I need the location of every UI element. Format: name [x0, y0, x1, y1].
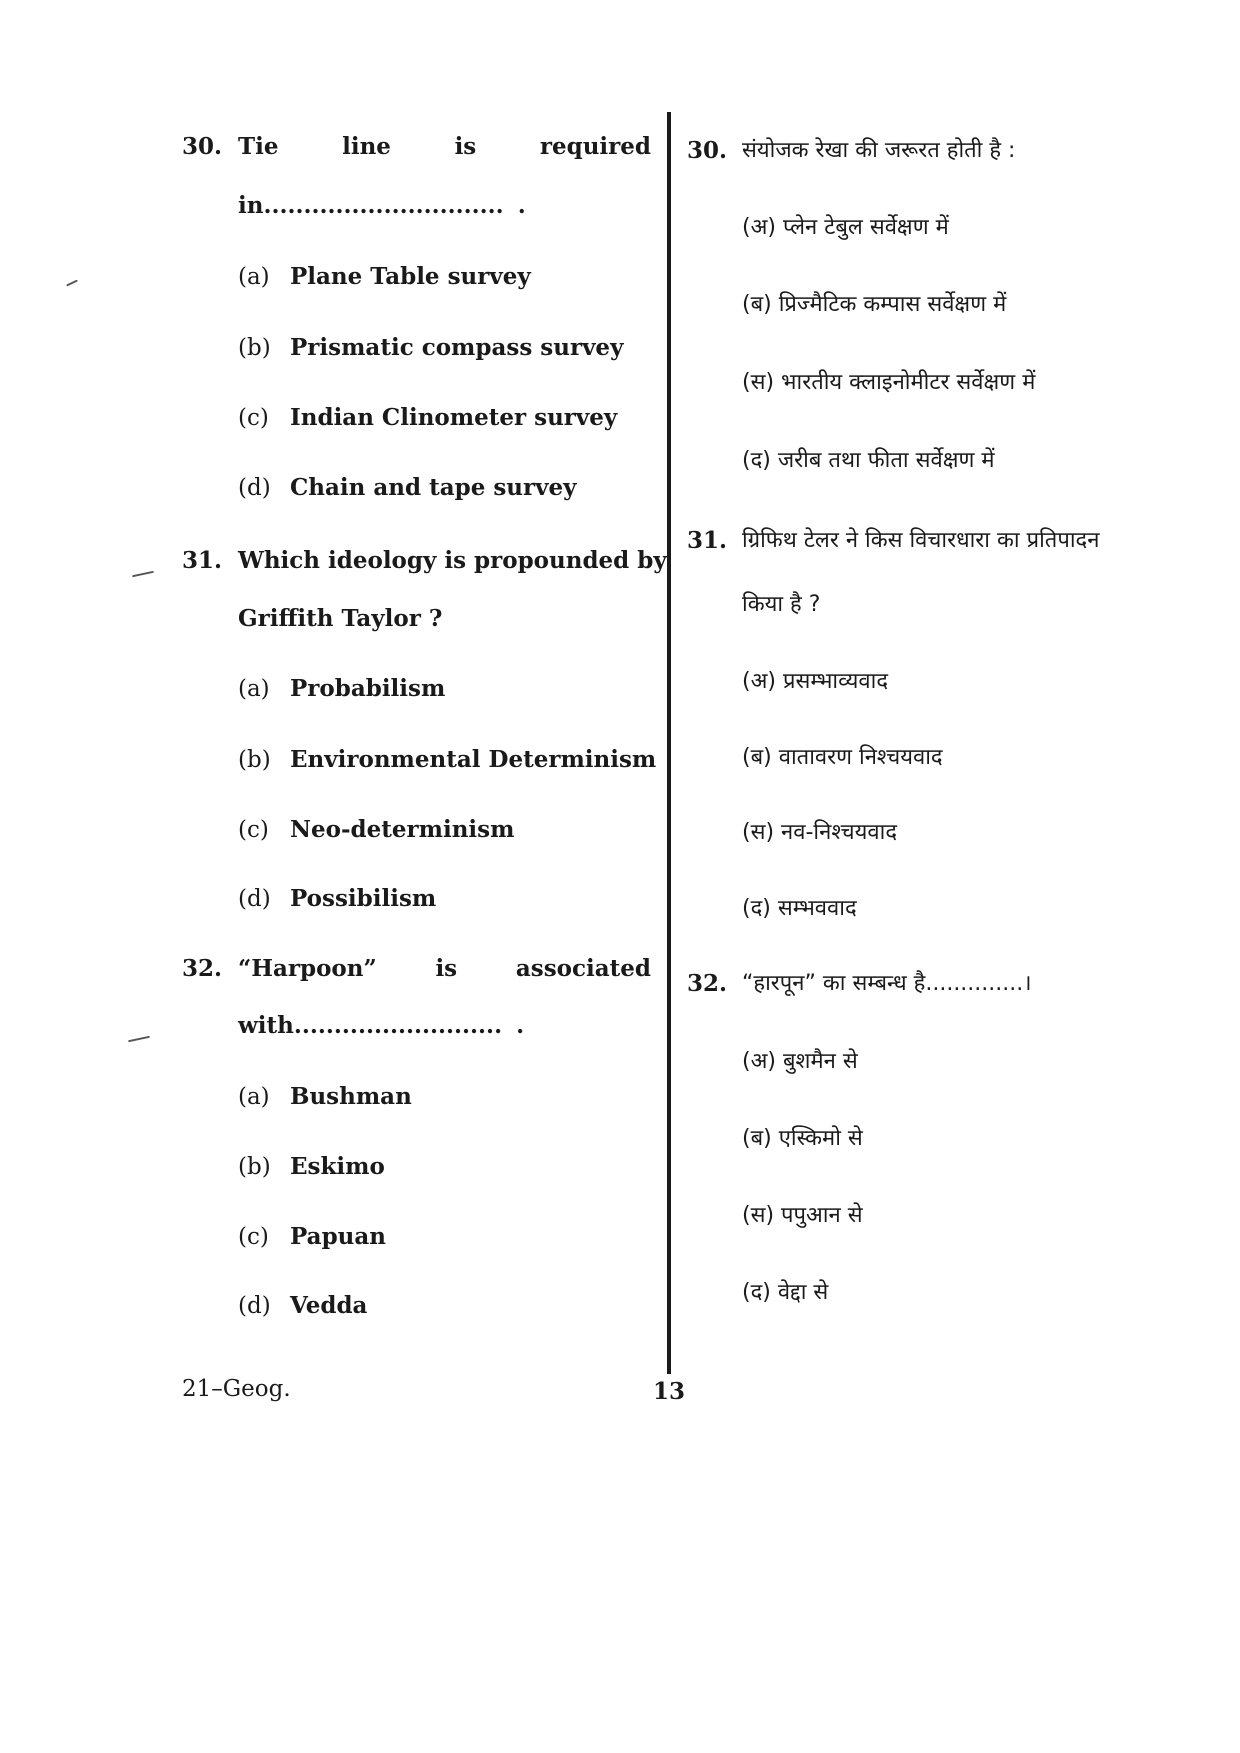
- option-text: Environmental Determinism: [290, 746, 657, 773]
- q32-stem-line1: [238, 955, 651, 982]
- option-text: Vedda: [290, 1292, 368, 1319]
- option-label: (d): [238, 1293, 271, 1319]
- hi-q31-option-c: (स) नव-निश्चयवाद: [742, 820, 898, 845]
- q32-stem-end: .: [516, 1012, 525, 1039]
- q32-word: “Harpoon”: [238, 955, 377, 982]
- q31-option-d: [238, 885, 436, 912]
- option-text: Prismatic compass survey: [290, 334, 624, 361]
- hi-q30-option-d: (द) जरीब तथा फीता सर्वेक्षण में: [742, 448, 995, 473]
- q31-option-b: [238, 746, 656, 773]
- column-divider: [667, 112, 671, 1374]
- scan-mark: [132, 571, 154, 578]
- option-text: Eskimo: [290, 1153, 385, 1180]
- option-label: (b): [238, 747, 271, 773]
- q31-number: 31.: [182, 547, 223, 574]
- option-label: (a): [238, 1084, 270, 1110]
- option-text: Probabilism: [290, 675, 446, 702]
- hi-q31-number: 31.: [687, 527, 728, 554]
- option-text: Possibilism: [290, 885, 437, 912]
- hi-q30-option-b: (ब) प्रिज्मैटिक कम्पास सर्वेक्षण में: [742, 292, 1007, 317]
- q30-stem-blank: in..............................: [238, 192, 504, 219]
- option-label: (b): [238, 335, 271, 361]
- option-label: (d): [238, 886, 271, 912]
- hi-q32-option-d: (द) वेद्दा से: [742, 1280, 829, 1305]
- q30-word: line: [342, 133, 391, 160]
- option-label: (a): [238, 676, 270, 702]
- option-label: (c): [238, 405, 269, 431]
- q32-stem-blank: with..........................: [238, 1012, 503, 1039]
- q32-number: 32.: [182, 955, 223, 982]
- q32-option-a: [238, 1083, 412, 1110]
- q30-word: is: [454, 133, 477, 160]
- option-label: (a): [238, 264, 270, 290]
- hi-q32-option-c: (स) पपुआन से: [742, 1203, 863, 1228]
- hi-q32-number: 32.: [687, 970, 728, 997]
- q32-word: is: [435, 955, 458, 982]
- hi-q31-stem-line1: ग्रिफिथ टेलर ने किस विचारधारा का प्रतिपादन: [742, 528, 1100, 553]
- option-label: (b): [238, 1154, 271, 1180]
- option-text: Papuan: [290, 1223, 387, 1250]
- hi-q30-stem: संयोजक रेखा की जरूरत होती है :: [742, 138, 1016, 163]
- scan-mark: [128, 1036, 150, 1043]
- hi-q31-option-d: (द) सम्भववाद: [742, 896, 857, 921]
- q30-stem-end: .: [517, 192, 526, 219]
- hi-q31-stem-line2: किया है ?: [742, 592, 821, 617]
- option-label: (c): [238, 1224, 269, 1250]
- hi-q32-option-b: (ब) एस्किमो से: [742, 1126, 863, 1151]
- q30-option-c: [238, 404, 617, 431]
- q30-stem-line2: [238, 192, 526, 219]
- scan-mark: [66, 280, 78, 287]
- q32-option-c: [238, 1223, 386, 1250]
- q31-stem-line2: Griffith Taylor ?: [238, 605, 443, 632]
- page-number: 13: [653, 1378, 686, 1405]
- footer-subject-code: 21–Geog.: [182, 1376, 291, 1402]
- hi-q31-option-a: (अ) प्रसम्भाव्यवाद: [742, 669, 889, 694]
- q32-option-b: [238, 1153, 385, 1180]
- option-text: Chain and tape survey: [290, 474, 577, 501]
- hi-q31-option-b: (ब) वातावरण निश्चयवाद: [742, 745, 943, 770]
- option-text: Neo-determinism: [290, 816, 515, 843]
- q30-stem-line1: [238, 133, 651, 160]
- q32-option-d: [238, 1292, 367, 1319]
- q30-word: required: [539, 133, 651, 160]
- option-text: Bushman: [290, 1083, 412, 1110]
- q32-word: associated: [515, 955, 651, 982]
- q30-option-b: [238, 334, 623, 361]
- option-label: (d): [238, 475, 271, 501]
- q31-stem-line1: Which ideology is propounded by: [238, 547, 667, 574]
- q30-option-d: [238, 474, 577, 501]
- q30-number: 30.: [182, 133, 223, 160]
- hi-q30-option-c: (स) भारतीय क्लाइनोमीटर सर्वेक्षण में: [742, 370, 1036, 395]
- hi-q30-option-a: (अ) प्लेन टेबुल सर्वेक्षण में: [742, 215, 949, 240]
- q30-option-a: [238, 263, 531, 290]
- q31-option-a: [238, 675, 445, 702]
- q31-option-c: [238, 816, 514, 843]
- hi-q32-option-a: (अ) बुशमैन से: [742, 1049, 858, 1074]
- hi-q32-stem: “हारपून” का सम्बन्ध है..............।: [742, 971, 1032, 996]
- option-text: Indian Clinometer survey: [290, 404, 618, 431]
- option-text: Plane Table survey: [290, 263, 531, 290]
- q32-stem-line2: [238, 1012, 524, 1039]
- option-label: (c): [238, 817, 269, 843]
- hi-q30-number: 30.: [687, 137, 728, 164]
- q30-word: Tie: [238, 133, 279, 160]
